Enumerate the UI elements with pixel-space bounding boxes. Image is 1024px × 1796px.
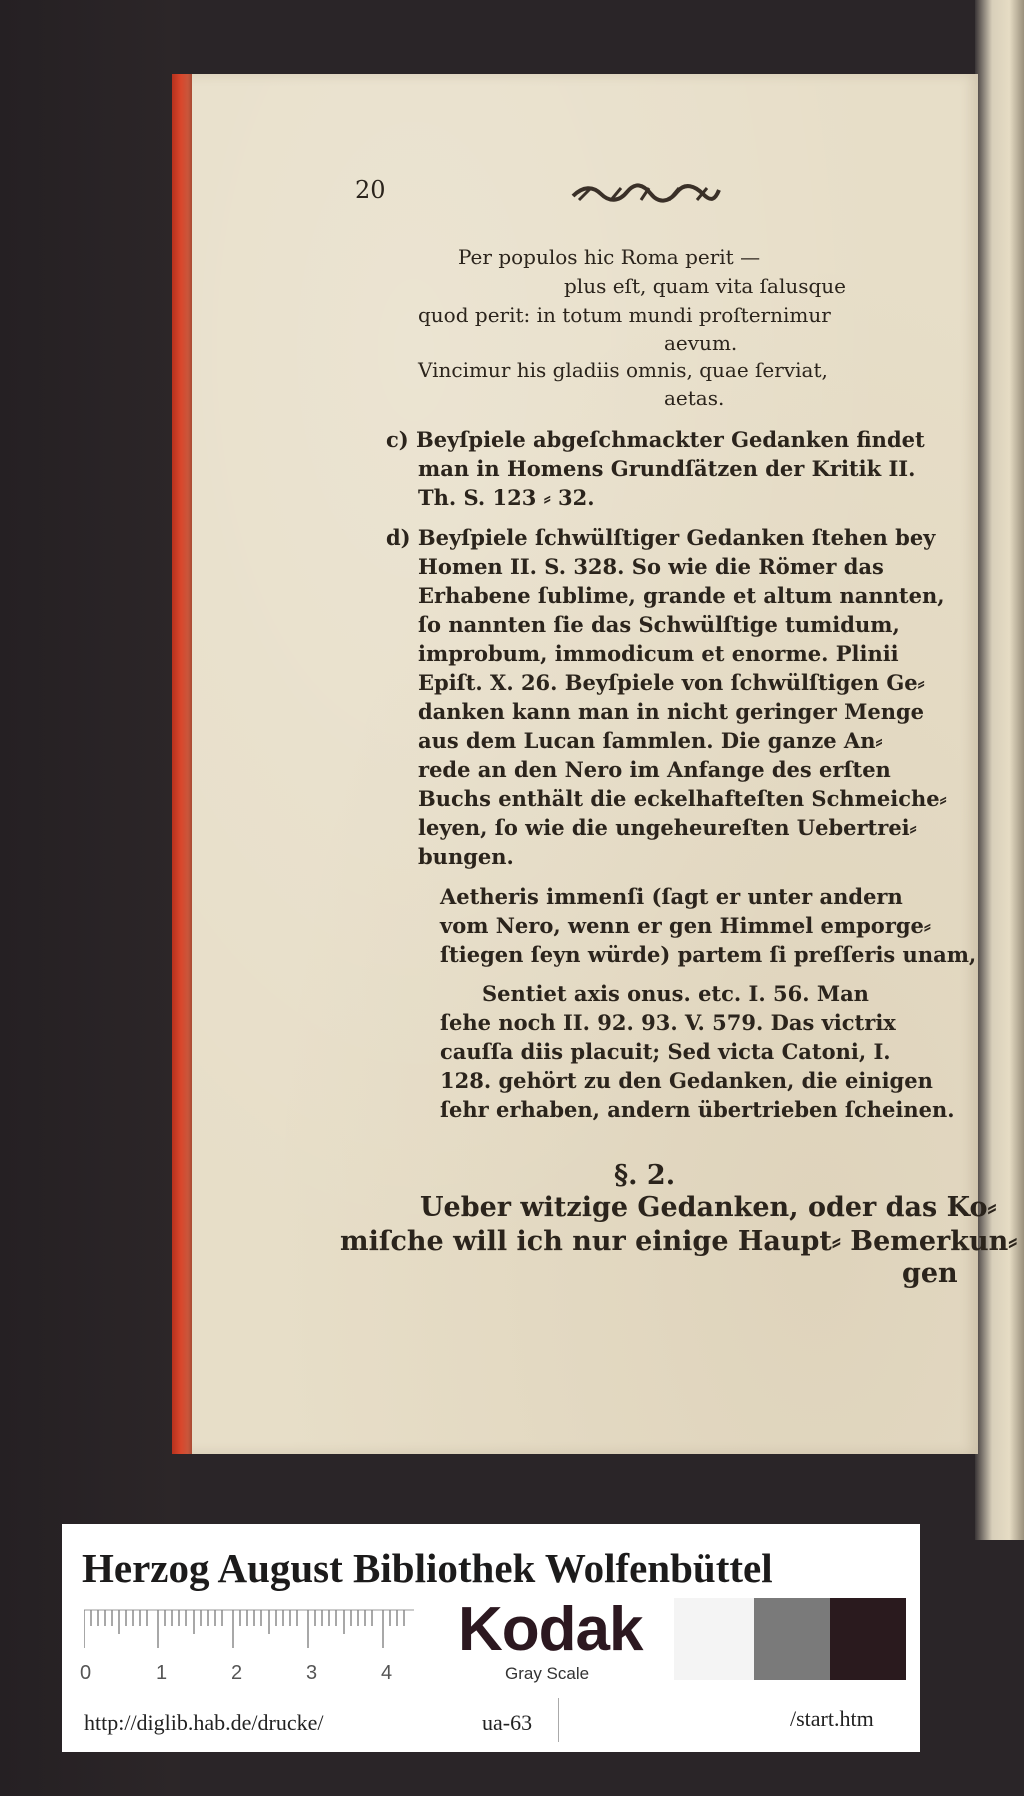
note-d-line-3: Erhabene ſublime, grande et altum nannten, (418, 583, 945, 608)
note-c-line-2: man in Homens Grundſätzen der Kritik II. (418, 456, 916, 481)
ruler-number-4: 4 (381, 1662, 393, 1684)
library-title: Herzog August Bibliothek Wolfenbüttel (82, 1545, 773, 1591)
quote-line-8: ſehr erhaben, andern übertrieben ſcheinen. (440, 1097, 955, 1122)
page-number: 20 (355, 176, 386, 204)
verse-line-6: aetas. (664, 386, 725, 410)
note-d-line-11: leyen, ſo wie die ungeheureſten Uebertrei⸗ (418, 815, 917, 840)
quote-line-2: vom Nero, wenn er gen Himmel emporge⸗ (440, 913, 931, 938)
quote-line-4: Sentiet axis onus. etc. I. 56. Man (482, 981, 869, 1006)
note-d-line-1: d) Beyſpiele ſchwülſtiger Gedanken ſtehen bey (386, 525, 936, 550)
note-d-line-5: improbum, immodicum et enorme. Plinii (418, 641, 899, 666)
quote-line-1: Aetheris immenſi (ſagt er unter andern (440, 884, 903, 909)
library-url: http://diglib.hab.de/drucke/ (84, 1710, 324, 1735)
section-line-2: miſche will ich nur einige Haupt⸗ Bemerkun⸗ (340, 1226, 1018, 1257)
verse-line-5: Vincimur his gladiis omnis, quae ſerviat, (418, 358, 828, 382)
ruler-number-1: 1 (156, 1662, 168, 1684)
note-d-line-9: rede an den Nero im Anfange des erſten (418, 757, 891, 782)
library-label (62, 1524, 920, 1752)
shelf-code: ua-63 (482, 1710, 533, 1735)
note-d-line-6: Epiſt. X. 26. Beyſpiele von ſchwülſtigen Ge⸗ (418, 670, 925, 695)
note-d-line-2: Homen II. S. 328. So wie die Römer das (418, 554, 884, 579)
note-d-line-8: aus dem Lucan ſammlen. Die ganze An⸗ (418, 728, 883, 753)
ruler-number-2: 2 (231, 1662, 243, 1684)
catchword: gen (902, 1258, 958, 1289)
gray-swatch-white (674, 1598, 754, 1680)
quote-line-7: 128. gehört zu den Gedanken, die einigen (440, 1068, 933, 1093)
note-c-line-1: c) Beyſpiele abgeſchmackter Gedanken findet (386, 427, 925, 452)
note-c-line-3: Th. S. 123 ⸗ 32. (418, 485, 595, 510)
gray-scale-caption: Gray Scale (505, 1664, 590, 1683)
header-ornament-icon (571, 182, 721, 204)
red-page-edge (172, 74, 192, 1454)
gray-swatch-dark (830, 1598, 906, 1680)
section-line-1: Ueber witzige Gedanken, oder das Ko⸗ (420, 1192, 997, 1223)
quote-line-3: ſtiegen ſeyn würde) partem ſi preſſeris unam, (440, 942, 977, 967)
start-url: /start.htm (790, 1706, 874, 1731)
note-d-line-10: Buchs enthält die eckelhafteſten Schmeiche⸗ (418, 786, 947, 811)
verse-line-3: quod perit: in totum mundi proſternimur (418, 303, 831, 327)
note-d-line-4: ſo nannten ſie das Schwülſtige tumidum, (418, 612, 900, 637)
ruler-number-0: 0 (80, 1662, 92, 1684)
verse-line-4: aevum. (664, 331, 738, 355)
ruler-number-3: 3 (306, 1662, 318, 1684)
next-page-edge (975, 0, 1024, 1540)
quote-line-6: cauſſa diis placuit; Sed victa Catoni, I. (440, 1039, 891, 1064)
verse-line-2: plus eſt, quam vita ſalusque (564, 274, 847, 298)
ruler-scale-icon (84, 1608, 414, 1654)
note-d-line-7: danken kann man in nicht geringer Menge (418, 699, 925, 724)
quote-line-5: ſehe noch II. 92. 93. V. 579. Das victrix (440, 1010, 896, 1035)
kodak-logo: Kodak (458, 1595, 643, 1664)
note-d-line-12: bungen. (418, 844, 514, 869)
verse-line-1: Per populos hic Roma perit — (458, 245, 761, 269)
gray-swatch-mid (754, 1598, 830, 1680)
section-heading: §. 2. (614, 1160, 676, 1191)
